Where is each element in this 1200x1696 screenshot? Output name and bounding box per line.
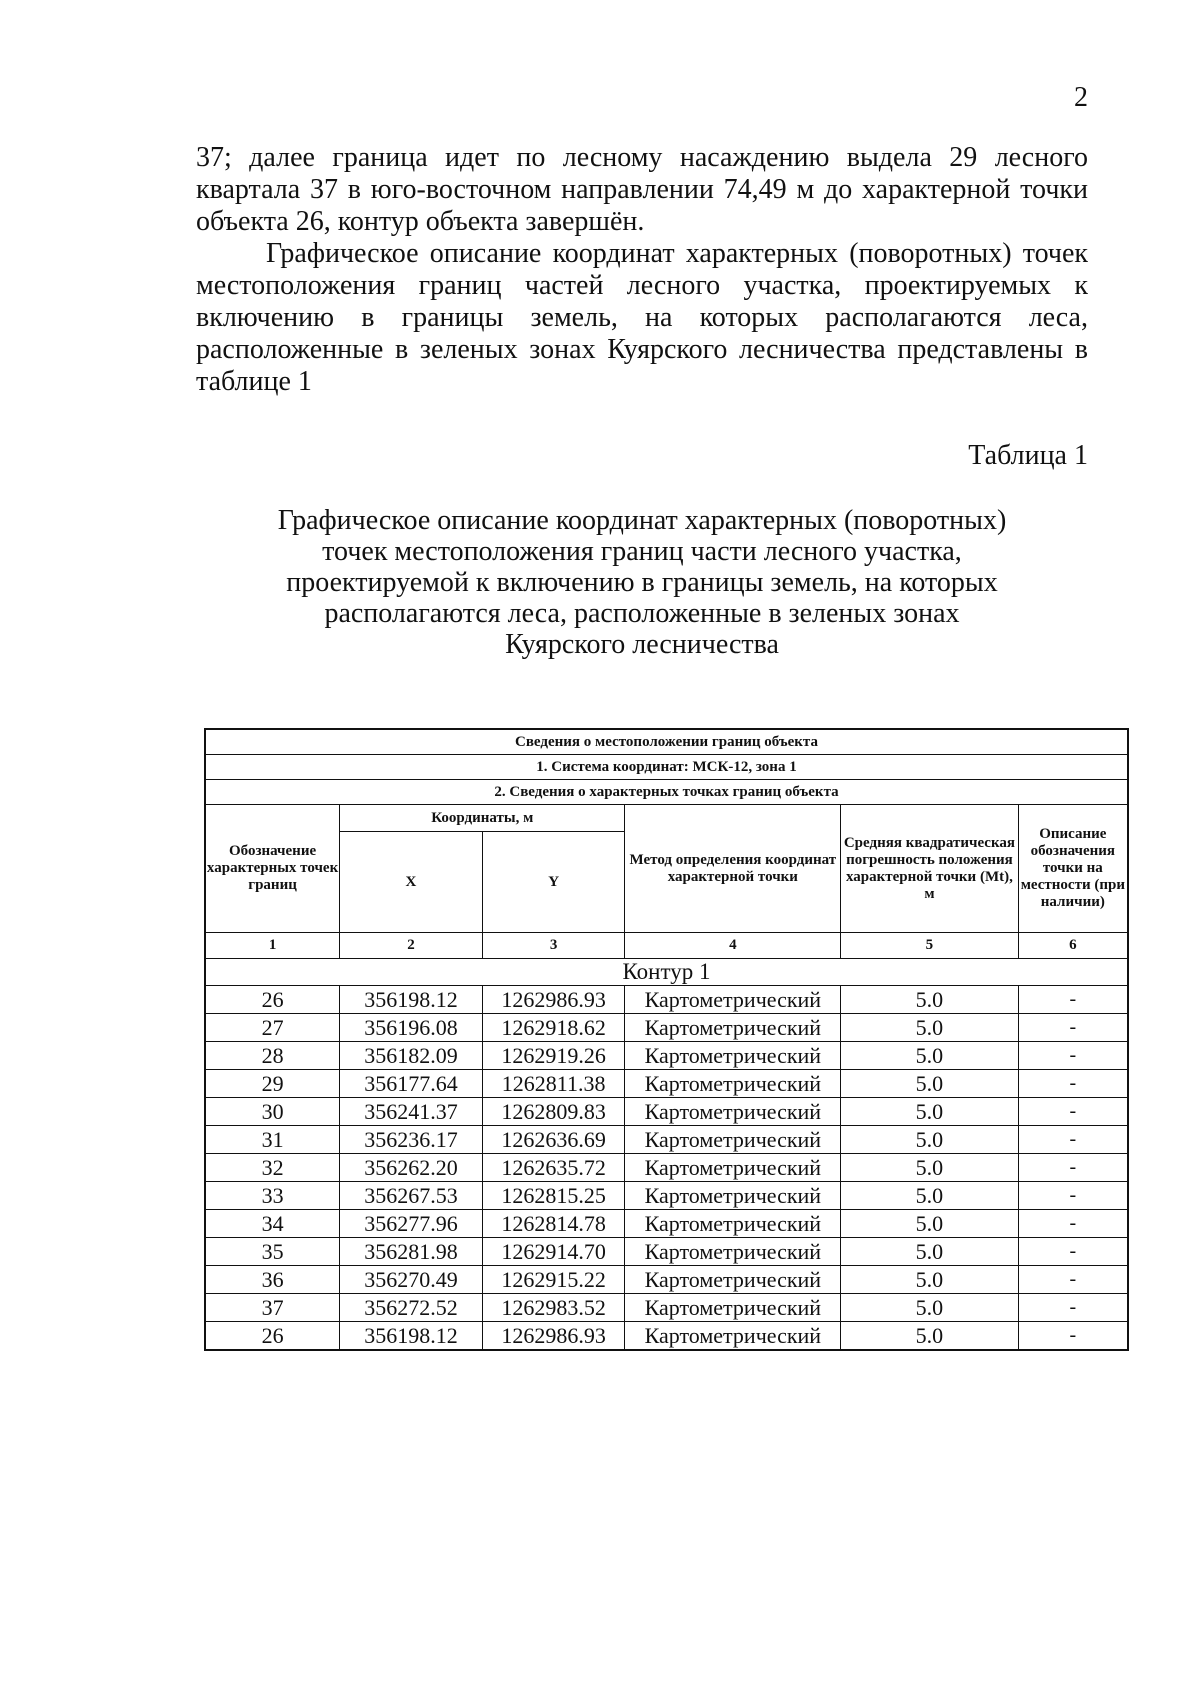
table-header-points-info: 2. Сведения о характерных точках границ объекта — [205, 780, 1128, 805]
cell-x: 356277.96 — [340, 1210, 483, 1238]
cell-y: 1262635.72 — [482, 1154, 625, 1182]
table-body — [205, 986, 1128, 1351]
cell-method: Картометрический — [625, 1238, 841, 1266]
cell-y: 1262986.93 — [482, 1322, 625, 1351]
cell-point: 36 — [205, 1266, 340, 1294]
cell-error: 5.0 — [841, 1070, 1018, 1098]
table-row — [205, 986, 1128, 1014]
table-row — [205, 1042, 1128, 1070]
cell-description: - — [1018, 1322, 1128, 1351]
cell-method: Картометрический — [625, 1294, 841, 1322]
cell-y: 1262809.83 — [482, 1098, 625, 1126]
table-header-coord-system: 1. Система координат: МСК-12, зона 1 — [205, 755, 1128, 780]
cell-x: 356182.09 — [340, 1042, 483, 1070]
cell-method: Картометрический — [625, 1070, 841, 1098]
table-row — [205, 1154, 1128, 1182]
cell-description: - — [1018, 1098, 1128, 1126]
cell-description: - — [1018, 1014, 1128, 1042]
cell-error: 5.0 — [841, 1154, 1018, 1182]
cell-x: 356177.64 — [340, 1070, 483, 1098]
cell-description: - — [1018, 1238, 1128, 1266]
col-number: 2 — [340, 933, 483, 959]
cell-y: 1262915.22 — [482, 1266, 625, 1294]
cell-error: 5.0 — [841, 1098, 1018, 1126]
cell-method: Картометрический — [625, 1210, 841, 1238]
caption-line: точек местоположения границ части лесного участка, — [322, 536, 962, 567]
table-row — [205, 1294, 1128, 1322]
body-text — [196, 142, 1088, 398]
caption-line: Куярского лесничества — [505, 629, 779, 660]
cell-method: Картометрический — [625, 1098, 841, 1126]
col-header-coords: Координаты, м — [340, 805, 625, 832]
caption-line: располагаются леса, расположенные в зеленых зонах — [324, 598, 960, 629]
cell-point: 30 — [205, 1098, 340, 1126]
cell-error: 5.0 — [841, 1014, 1018, 1042]
cell-description: - — [1018, 986, 1128, 1014]
paragraph-continuation: 37; далее граница идет по лесному насаждению выдела 29 лесного квартала 37 в юго-восточном направлении 74,49 м до характерной точки объекта 26, контур объекта завершён. — [196, 142, 1088, 237]
col-header-error: Средняя квадратическая погрешность положения характерной точки (Mt), м — [841, 805, 1018, 933]
cell-y: 1262815.25 — [482, 1182, 625, 1210]
cell-error: 5.0 — [841, 1210, 1018, 1238]
cell-error: 5.0 — [841, 1182, 1018, 1210]
table-row — [205, 1182, 1128, 1210]
cell-x: 356241.37 — [340, 1098, 483, 1126]
cell-point: 26 — [205, 1322, 340, 1351]
col-header-description: Описание обозначения точки на местности (при наличии) — [1018, 805, 1128, 933]
cell-error: 5.0 — [841, 1266, 1018, 1294]
col-number: 4 — [625, 933, 841, 959]
cell-description: - — [1018, 1154, 1128, 1182]
cell-point: 27 — [205, 1014, 340, 1042]
caption-line: Графическое описание координат характерных (поворотных) — [277, 505, 1007, 536]
table-row — [205, 1070, 1128, 1098]
table-caption — [196, 505, 1088, 660]
cell-method: Картометрический — [625, 1266, 841, 1294]
cell-y: 1262918.62 — [482, 1014, 625, 1042]
cell-x: 356196.08 — [340, 1014, 483, 1042]
table-header-location: Сведения о местоположении границ объекта — [205, 729, 1128, 755]
cell-point: 28 — [205, 1042, 340, 1070]
cell-point: 26 — [205, 986, 340, 1014]
col-header-y: Y — [482, 832, 625, 933]
table-row — [205, 1210, 1128, 1238]
cell-y: 1262811.38 — [482, 1070, 625, 1098]
cell-y: 1262919.26 — [482, 1042, 625, 1070]
cell-description: - — [1018, 1294, 1128, 1322]
cell-description: - — [1018, 1070, 1128, 1098]
cell-x: 356272.52 — [340, 1294, 483, 1322]
cell-error: 5.0 — [841, 1126, 1018, 1154]
cell-description: - — [1018, 1266, 1128, 1294]
table-row — [205, 1014, 1128, 1042]
cell-point: 31 — [205, 1126, 340, 1154]
cell-y: 1262983.52 — [482, 1294, 625, 1322]
cell-description: - — [1018, 1126, 1128, 1154]
cell-x: 356236.17 — [340, 1126, 483, 1154]
cell-error: 5.0 — [841, 1294, 1018, 1322]
table-row — [205, 1266, 1128, 1294]
cell-x: 356198.12 — [340, 1322, 483, 1351]
col-header-method: Метод определения координат характерной точки — [625, 805, 841, 933]
cell-x: 356198.12 — [340, 986, 483, 1014]
cell-point: 35 — [205, 1238, 340, 1266]
page-number: 2 — [1074, 82, 1088, 113]
cell-x: 356262.20 — [340, 1154, 483, 1182]
cell-method: Картометрический — [625, 986, 841, 1014]
contour-label: Контур 1 — [205, 959, 1128, 986]
col-number: 3 — [482, 933, 625, 959]
col-number: 5 — [841, 933, 1018, 959]
cell-method: Картометрический — [625, 1014, 841, 1042]
cell-x: 356281.98 — [340, 1238, 483, 1266]
cell-point: 37 — [205, 1294, 340, 1322]
cell-method: Картометрический — [625, 1042, 841, 1070]
cell-description: - — [1018, 1182, 1128, 1210]
cell-point: 34 — [205, 1210, 340, 1238]
cell-y: 1262636.69 — [482, 1126, 625, 1154]
col-header-designation: Обозначение характерных точек границ — [205, 805, 340, 933]
cell-error: 5.0 — [841, 986, 1018, 1014]
cell-error: 5.0 — [841, 1042, 1018, 1070]
table-row — [205, 1322, 1128, 1351]
cell-x: 356267.53 — [340, 1182, 483, 1210]
table-row — [205, 1238, 1128, 1266]
table-row — [205, 1098, 1128, 1126]
table-row — [205, 1126, 1128, 1154]
cell-error: 5.0 — [841, 1322, 1018, 1351]
col-header-x: X — [340, 832, 483, 933]
cell-y: 1262986.93 — [482, 986, 625, 1014]
cell-x: 356270.49 — [340, 1266, 483, 1294]
caption-line: проектируемой к включению в границы земель, на которых — [286, 567, 998, 598]
cell-error: 5.0 — [841, 1238, 1018, 1266]
cell-point: 32 — [205, 1154, 340, 1182]
coordinates-table — [204, 728, 1129, 1351]
cell-y: 1262814.78 — [482, 1210, 625, 1238]
cell-point: 29 — [205, 1070, 340, 1098]
cell-description: - — [1018, 1042, 1128, 1070]
table-label: Таблица 1 — [968, 440, 1088, 471]
cell-method: Картометрический — [625, 1182, 841, 1210]
cell-point: 33 — [205, 1182, 340, 1210]
col-number: 1 — [205, 933, 340, 959]
paragraph-intro: Графическое описание координат характерных (поворотных) точек местоположения границ частей лесного участка, проектируемых к включению в границы земель, на которых располагаются леса, расположенные в зеленых зонах Куярского лесничества представлены в таблице 1 — [196, 238, 1088, 397]
col-number: 6 — [1018, 933, 1128, 959]
cell-method: Картометрический — [625, 1126, 841, 1154]
cell-method: Картометрический — [625, 1154, 841, 1182]
cell-y: 1262914.70 — [482, 1238, 625, 1266]
cell-method: Картометрический — [625, 1322, 841, 1351]
cell-description: - — [1018, 1210, 1128, 1238]
